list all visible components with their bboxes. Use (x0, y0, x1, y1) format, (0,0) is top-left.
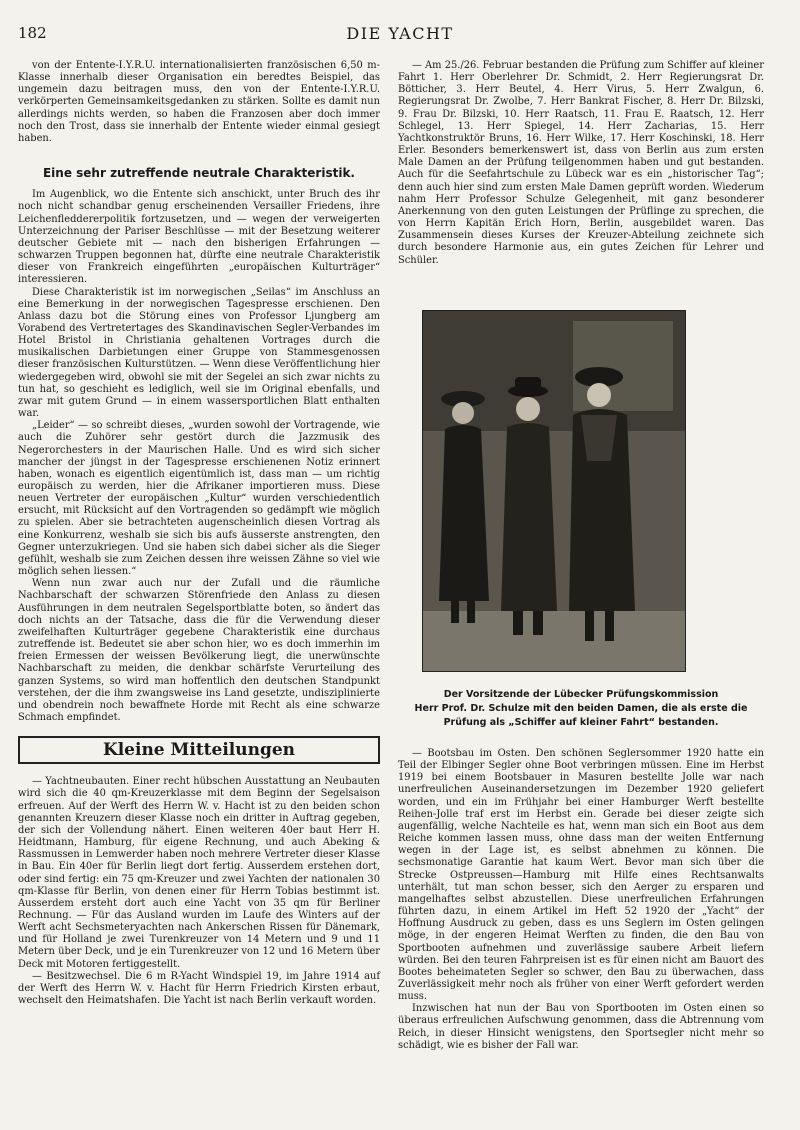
caption-line: Der Vorsitzende der Lübecker Prüfungskommission (443, 689, 719, 700)
section-title-box: Kleine Mitteilungen (18, 736, 380, 764)
page-number: 182 (18, 24, 47, 42)
photo-illustration (423, 311, 685, 671)
group-photo (422, 310, 686, 672)
boatbuilding-paragraph: — Bootsbau im Osten. Den schönen Seglersommer 1920 hatte ein Teil der Elbinger Segler ohne Boot verbringen müssen. Eine im Herbst 1919 bei einem Bootsbauer in Masuren bestellte Jolle war nach unerfreulichen Auseinandersetzungen im Dezember 1920 geliefert worden, und ein im Frühjahr bei einer Hamburger Werft bestellte Reihen-Jolle traf erst im Herbst ein. Gerade bei dieser zeigte sich augenfällig, welche Nachteile es hat, wenn man sich ein Boot aus dem Reiche kommen lassen muss, ohne dass man der weiten Entfernung wegen in der Lage ist, es selbst abnehmen zu können. Die sechsmonatige Garantie hat kaum Wert. Bevor man sich über die Strecke Ostpreussen—Hamburg mit Hilfe eines Rechtsanwalts unterhält, tut man schon besser, sich den Aerger zu ersparen und mangelhaftes selbst abzustellen. Diese unerfreulichen Erfahrungen führten dazu, in einem Artikel im Heft 52 1920 der „Yacht“ der Hoffnung Ausdruck zu geben, dass es uns Seglern im Osten gelingen möge, in der engeren Heimat Werften zu finden, die den Bau von Sportbooten aufnehmen und zuverlässige saubere Arbeit liefern würden. Bei den teuren Fahrpreisen ist es für einen nicht am Bauort des Bootes beheimateten Segler so schwer, den Bau zu überwachen, dass Zuverlässigkeit mehr noch als früher von einer Werft gefordert werden muss. (398, 748, 764, 1003)
article-heading: Eine sehr zutreffende neutrale Charakteristik. (42, 166, 355, 181)
exam-paragraph: — Am 25./26. Februar bestanden die Prüfung zum Schiffer auf kleiner Fahrt 1. Herr Oberlehrer Dr. Schmidt, 2. Herr Regierungsrat Dr. Bötticher, 3. Herr Beutel, 4. Herr Virus, 5. Herr Zwalgun, 6. Regierungsrat Dr. Zwolbe, 7. Herr Bankrat Fischer, 8. Herr Dr. Bilzski, 9. Frau Dr. Bilzski, 10. Herr Raatsch, 11. Frau E. Raatsch, 12. Herr Schlegel, 13. Herr Spiegel, 14. Herr Zacharias, 15. Herr Yachtkonstruktör Bruns, 16. Herr Wilke, 17. Herr Koschinski, 18. Herr Erler. Besonders bemerkenswert ist, dass von Berlin aus zum ersten Male Damen an der Prüfung teilgenommen haben und gut bestanden. Auch für die Seefahrtschule zu Lübeck war es ein „historischer Tag“; denn auch hier sind zum ersten Male Damen geprüft worden. Wiederum nahm Herr Professor Schulze Gelegenheit, mit ganz besonderer Anerkennung von den guten Leistungen der Prüflinge zu sprechen, die von Herrn Kapitän Erich Horn, Berlin, ausgebildet waren. Das Zusammensein dieses Kurses der Kreuzer-Abteilung zeichnete sich durch besondere Harmonie aus, ein gutes Zeichen für Lehrer und Schüler. (398, 60, 764, 266)
caption-line: Prüfung als „Schiffer auf kleiner Fahrt“ bestanden. (443, 717, 719, 728)
running-title: DIE YACHT (346, 24, 454, 43)
article-paragraph: Im Augenblick, wo die Entente sich anschickt, unter Bruch des ihr noch nicht schandbar genug erscheinenden Versailler Friedens, ihre Leichenfleddererpolitik fortzusetzen, und — wegen der verweigerten Unterzeichnung der Pariser Beschlüsse — mit der Besetzung weiterer deutscher Gebiete mit — nach den bisherigen Erfahrungen — schwarzen Truppen begonnen hat, dürfte eine neutrale Charakteristik dieser von Frankreich eingeführten „europäischen Kulturträger“ interessieren. (18, 189, 380, 286)
photo-caption (398, 688, 764, 730)
boatbuilding-paragraph: Inzwischen hat nun der Bau von Sportbooten im Osten einen so überaus erfreulichen Aufschwung genommen, dass die Abtrennung vom Reich, in dieser Hinsicht wenigstens, den Sportsegler nicht mehr so schädigt, wie es bisher der Fall war. (398, 1003, 764, 1051)
right-column-lower (398, 748, 764, 1052)
article-paragraph: Wenn nun zwar auch nur der Zufall und die räumliche Nachbarschaft der schwarzen Störenfriede den Anlass zu diesen Ausführungen in dem neutralen Segelsportblatte boten, so ändert das doch nichts an der Tatsache, dass die für die Verwendung dieser zweifelhaften Kulturträger gegebene Charakteristik eine durchaus zutreffende ist. Bedeutet sie aber schon hier, wo es doch immerhin im freien Ermessen der weissen Bevölkerung liegt, die unerwünschte Nachbarschaft zu meiden, die denkbar schärfste Verurteilung des ganzen Systems, so wird man hoffentlich den deutschen Standpunkt verstehen, der die ihm zwangsweise ins Land gesetzte, undisziplinierte und obendrein noch bewaffnete Horde mit Recht als eine schwarze Schmach empfindet. (18, 578, 380, 723)
caption-line: Herr Prof. Dr. Schulze mit den beiden Damen, die als erste die (414, 703, 748, 714)
left-column (18, 60, 380, 1007)
article-paragraph: „Leider“ — so schreibt dieses, „wurden sowohl der Vortragende, wie auch die Zuhörer sehr gestört durch die Jazzmusik des Negerorchesters in der Maurischen Halle. Und es wird sich sicher mancher der jüngst in der Tagespresse erschienenen Notiz erinnert haben, wonach es eigentlich eigentümlich ist, dass man — um richtig europäisch zu werden, hier die Afrikaner importieren muss. Diese neuen Vertreter der europäischen „Kultur“ wurden verschiedentlich ersucht, mit Rücksicht auf den Vortragenden so gedämpft wie möglich zu spielen. Aber sie betrachteten augenscheinlich diesen Vortrag als eine Konkurrenz, weshalb sie sich bis aufs äusserste anstrengten, den Gegner unterzukriegen. Und sie haben sich dabei sicher als die Sieger gefühlt, weshalb sie zum Zeichen dessen ihre weissen Zähne so viel wie möglich sehen liessen.“ (18, 420, 380, 578)
right-column (398, 60, 764, 267)
note-paragraph: — Yachtneubauten. Einer recht hübschen Ausstattung an Neubauten wird sich die 40 qm-Kreuzerklasse mit dem Beginn der Segelsaison erfreuen. Auf der Werft des Herrn W. v. Hacht ist zu den beiden schon genannten Kreuzern dieser Klasse noch ein dritter in Auftrag gegeben, der sich der Vollendung nähert. Einen weiteren 40er baut Herr H. Heidtmann, Hamburg, für eigene Rechnung, und auch Abeking & Rassmussen in Lemwerder haben noch mehrere Vertreter dieser Klasse in Bau. Ein 40er für Berlin liegt dort fertig. Ausserdem erstehen dort, oder sind fertig: ein 75 qm-Kreuzer und zwei Yachten der nationalen 30 qm-Klasse für Berlin, von denen einer für Herrn Tobias bestimmt ist. Ausserdem ersteht dort auch eine Yacht von 35 qm für Berliner Rechnung. — Für das Ausland wurden im Laufe des Winters auf der Werft acht Sechsmeteryachten nach Ankerschen Rissen für Dänemark, und für Holland je zwei Turenkreuzer von 14 Metern und 9 und 11 Metern über Deck, und je ein Turenkreuzer von 12 und 16 Metern über Deck mit Motoren fertiggestellt. (18, 776, 380, 970)
intro-paragraph: von der Entente-I.Y.R.U. internationalisierten französischen 6,50 m-Klasse innerhalb dieser Organisation ein beredtes Beispiel, das ungemein dazu beitragen muss, den von der Entente-I.Y.R.U. verkörperten Gemeinsamkeitsgedanken zu stärken. Sollte es damit nun allerdings nichts werden, so haben die Franzosen aber doch immer noch den Trost, dass sie innerhalb der Entente wieder einmal gesiegt haben. (18, 60, 380, 144)
article-paragraph: Diese Charakteristik ist im norwegischen „Seilas“ im Anschluss an eine Bemerkung in der norwegischen Tagespresse erschienen. Den Anlass dazu bot die Störung eines von Professor Ljungberg am Vorabend des Vertretertages des Skandinavischen Segler-Verbandes im Hotel Bristol in Christiania gehaltenen Vortrages durch die musikalischen Darbietungen einer Gruppe von Stammesgenossen dieser französischen Kulturstützen. — Wenn diese Veröffentlichung hier wiedergegeben wird, obwohl sie mit der Segelei an sich zwar nichts zu tun hat, so geschieht es lediglich, weil sie im Original ebenfalls, und zwar mit gutem Grund — in einem wassersportlichen Blatt enthalten war. (18, 286, 380, 420)
note-paragraph: — Besitzwechsel. Die 6 m R-Yacht Windspiel 19, im Jahre 1914 auf der Werft des Herrn W. v. Hacht für Herrn Friedrich Kirsten erbaut, wechselt den Heimatshafen. Die Yacht ist nach Berlin verkauft worden. (18, 970, 380, 1007)
